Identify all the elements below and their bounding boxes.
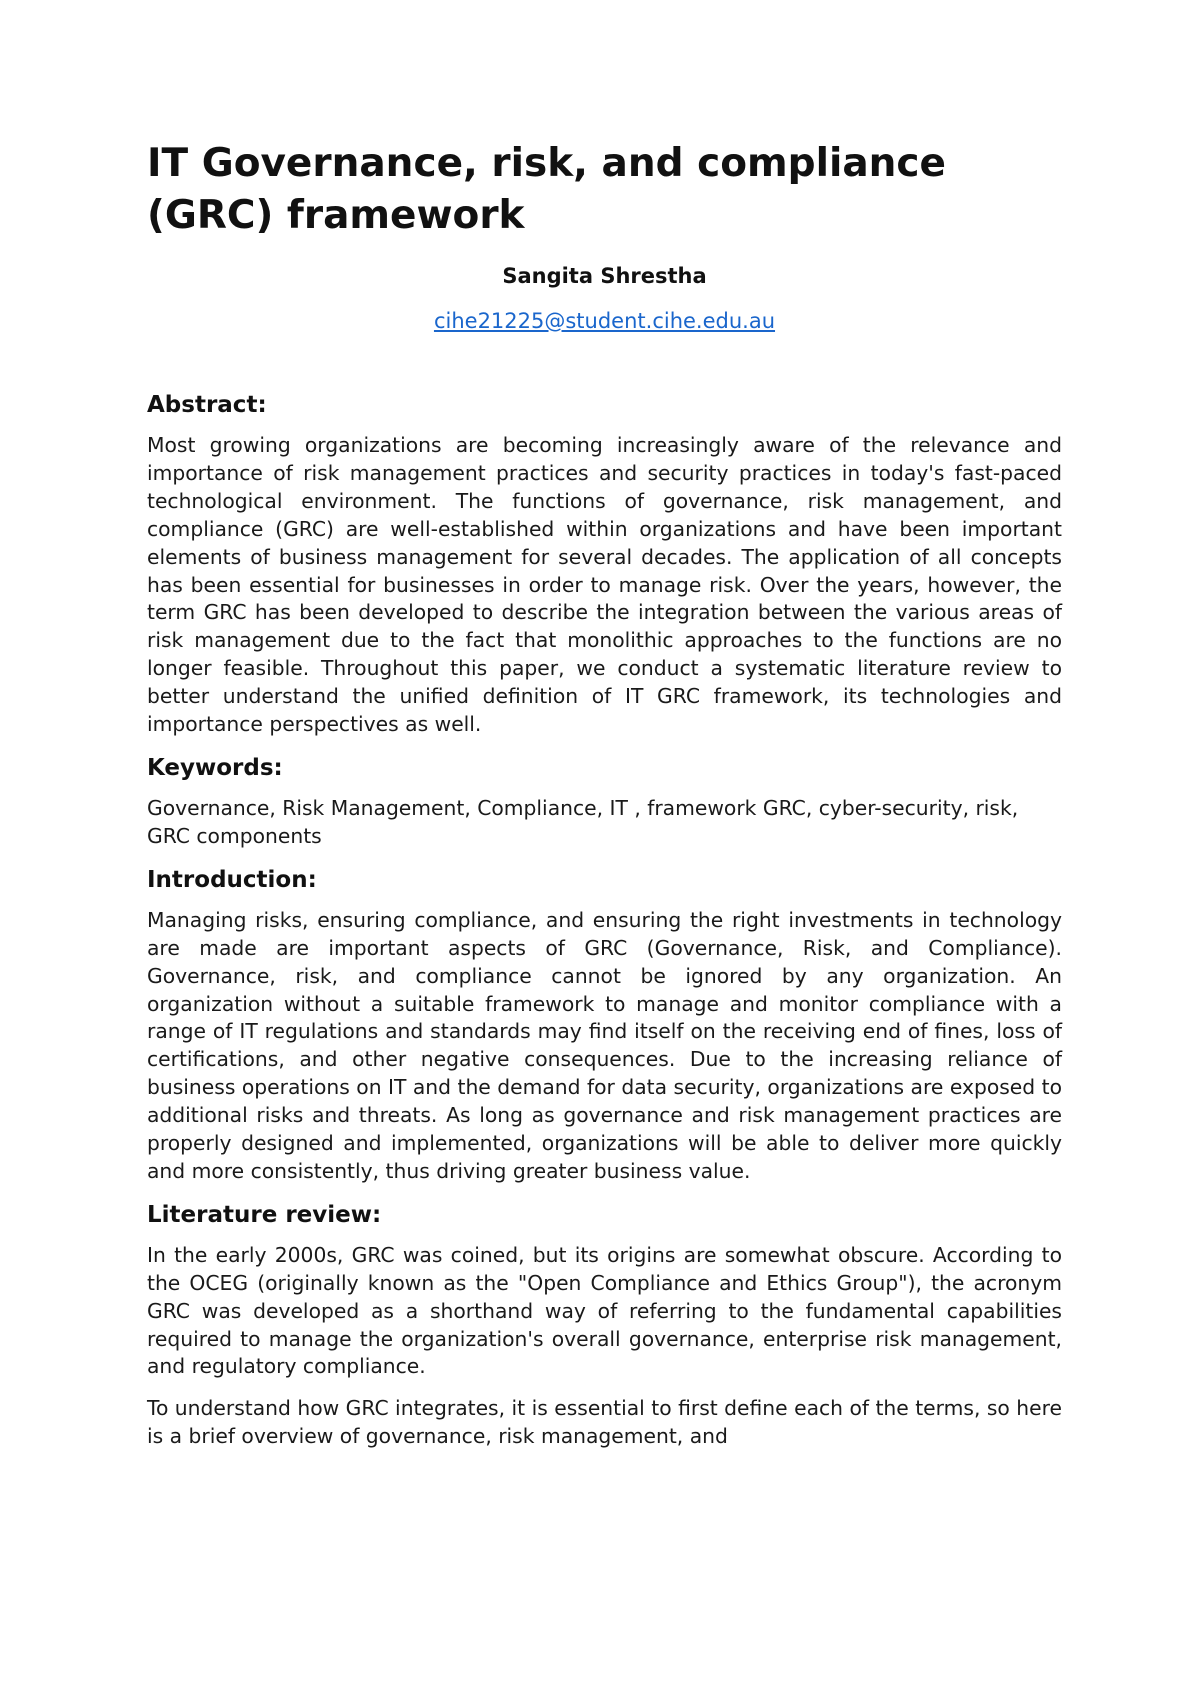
author-email <box>147 307 1062 335</box>
email-link[interactable]: cihe21225@student.cihe.edu.au <box>433 309 776 333</box>
introduction-heading: Introduction: <box>147 866 317 893</box>
document-page <box>147 138 1062 1451</box>
keywords-heading: Keywords: <box>147 754 283 781</box>
literature-review-paragraph-2: To understand how GRC integrates, it is essential to first define each of the terms, so here is a brief overview of governance, risk management, and <box>147 1396 1062 1449</box>
keywords-text: Governance, Risk Management, Compliance, IT , framework GRC, cyber-security, risk, GRC components <box>147 795 1019 848</box>
introduction-text: Managing risks, ensuring compliance, and ensuring the right investments in technology are made are important aspects of GRC (Governance, Risk, and Compliance). Governance, risk, and compliance cannot be ignored by any organization. An organization without a suitable framework to manage and monitor compliance with a range of IT regulations and standards may find itself on the receiving end of fines, loss of certifications, and other negative consequences. Due to the increasing reliance of business operations on IT and the demand for data security, organizations are exposed to additional risks and threats. As long as governance and risk management practices are properly designed and implemented, organizations will be able to deliver more quickly and more consistently, thus driving greater business value. <box>147 907 1062 1183</box>
abstract-text: Most growing organizations are becoming increasingly aware of the relevance and importance of risk management practices and security practices in today's fast-paced technological environment. The functions of governance, risk management, and compliance (GRC) are well-established within organizations and have been important elements of business management for several decades. The application of all concepts has been essential for businesses in order to manage risk. Over the years, however, the term GRC has been developed to describe the integration between the various areas of risk management due to the fact that monolithic approaches to the functions are no longer feasible. Throughout this paper, we conduct a systematic literature review to better understand the unified definition of IT GRC framework, its technologies and importance perspectives as well. <box>147 433 1062 737</box>
author-name: Sangita Shrestha <box>502 264 707 288</box>
literature-review-paragraph-1: In the early 2000s, GRC was coined, but its origins are somewhat obscure. According to the OCEG (originally known as the "Open Compliance and Ethics Group"), the acronym GRC was developed as a shorthand way of referring to the fundamental capabilities required to manage the organization's overall governance, enterprise risk management, and regulatory compliance. <box>147 1242 1062 1379</box>
literature-review-heading: Literature review: <box>147 1201 382 1228</box>
abstract-heading: Abstract: <box>147 392 267 418</box>
document-title: IT Governance, risk, and compliance (GRC) framework <box>147 141 946 238</box>
